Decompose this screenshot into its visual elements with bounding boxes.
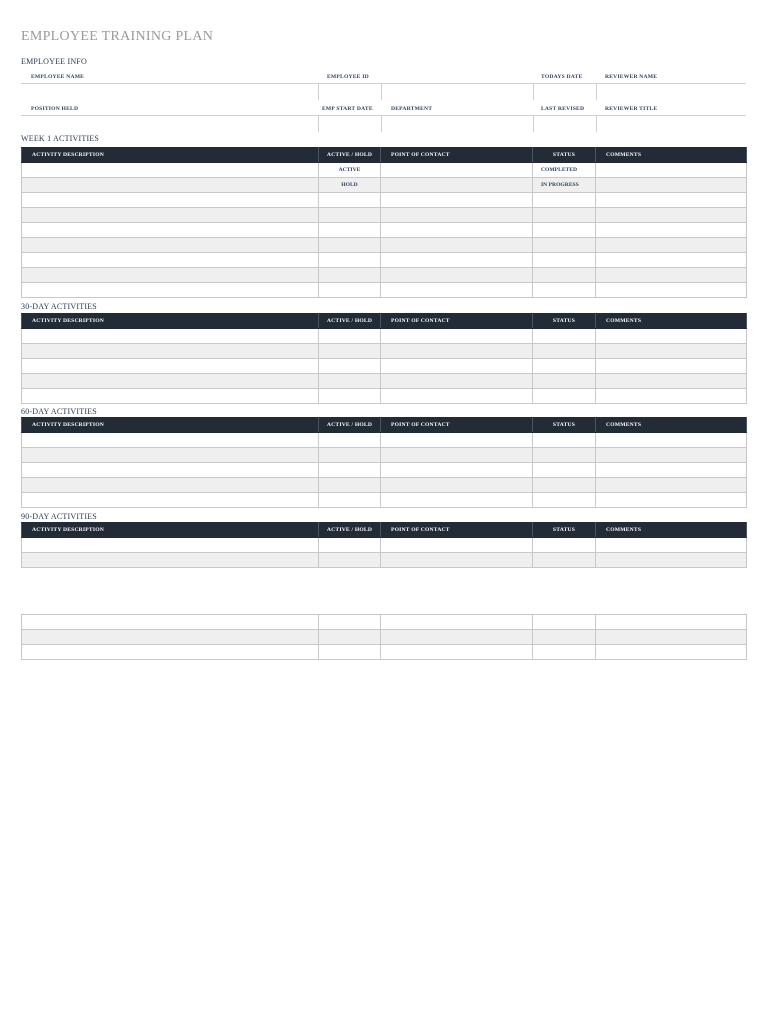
cell-comments[interactable] xyxy=(596,493,747,508)
cell-description[interactable] xyxy=(22,538,319,553)
cell-description[interactable] xyxy=(22,163,319,178)
cell-contact[interactable] xyxy=(381,359,533,374)
cell-status[interactable] xyxy=(533,553,596,568)
cell-comments[interactable] xyxy=(596,223,747,238)
cell-comments[interactable] xyxy=(596,238,747,253)
cell-comments[interactable] xyxy=(596,463,747,478)
cell-status[interactable] xyxy=(533,448,596,463)
cell-status[interactable] xyxy=(533,268,596,283)
cell-contact[interactable] xyxy=(381,268,533,283)
cell-contact[interactable] xyxy=(381,344,533,359)
cell-contact[interactable] xyxy=(381,283,533,298)
cell-comments[interactable] xyxy=(596,329,747,344)
table-header-row xyxy=(22,314,747,329)
position-held-field[interactable] xyxy=(21,115,318,132)
cell-comments[interactable] xyxy=(596,344,747,359)
table-row xyxy=(22,448,747,463)
cell-active-hold[interactable] xyxy=(319,645,381,660)
cell-status[interactable] xyxy=(533,193,596,208)
cell-contact[interactable] xyxy=(381,433,533,448)
col-header-active-hold: ACTIVE / HOLD xyxy=(319,148,381,163)
cell-comments[interactable] xyxy=(596,253,747,268)
cell-status[interactable] xyxy=(533,389,596,404)
table-row xyxy=(22,553,747,568)
cell-contact[interactable] xyxy=(381,615,533,630)
col-header-contact: POINT OF CONTACT xyxy=(381,314,533,329)
cell-active-hold[interactable] xyxy=(319,478,381,493)
cell-description[interactable] xyxy=(22,630,319,645)
cell-comments[interactable] xyxy=(596,553,747,568)
cell-contact[interactable] xyxy=(381,538,533,553)
col-header-status: STATUS xyxy=(533,314,596,329)
cell-status[interactable] xyxy=(533,208,596,223)
cell-contact[interactable] xyxy=(381,178,533,193)
cell-contact[interactable] xyxy=(381,238,533,253)
reviewer-title-label: REVIEWER TITLE xyxy=(605,106,658,112)
cell-status[interactable] xyxy=(533,478,596,493)
table-row xyxy=(22,283,747,298)
cell-status[interactable] xyxy=(533,329,596,344)
department-field[interactable] xyxy=(381,115,533,132)
reviewer-title-field[interactable] xyxy=(596,115,746,132)
col-header-contact: POINT OF CONTACT xyxy=(381,148,533,163)
cell-contact[interactable] xyxy=(381,389,533,404)
cell-active-hold[interactable] xyxy=(319,493,381,508)
cell-description[interactable] xyxy=(22,193,319,208)
cell-description[interactable] xyxy=(22,178,319,193)
cell-description[interactable] xyxy=(22,268,319,283)
cell-active-hold[interactable] xyxy=(319,448,381,463)
cell-active-hold[interactable] xyxy=(319,463,381,478)
cell-active-hold[interactable] xyxy=(319,208,381,223)
cell-contact[interactable] xyxy=(381,448,533,463)
cell-status[interactable] xyxy=(533,433,596,448)
table-row xyxy=(22,238,747,253)
table-row xyxy=(22,538,747,553)
day30-table xyxy=(21,313,747,404)
cell-active-hold[interactable] xyxy=(319,268,381,283)
cell-active-hold[interactable] xyxy=(319,538,381,553)
table-header-row xyxy=(22,418,747,433)
cell-comments[interactable] xyxy=(596,448,747,463)
table-row xyxy=(22,208,747,223)
cell-description[interactable] xyxy=(22,374,319,389)
cell-active-hold[interactable] xyxy=(319,193,381,208)
col-header-active-hold: ACTIVE / HOLD xyxy=(319,418,381,433)
cell-status[interactable] xyxy=(533,359,596,374)
col-header-description: ACTIVITY DESCRIPTION xyxy=(22,523,319,538)
cell-comments[interactable] xyxy=(596,178,747,193)
table-row xyxy=(22,615,747,630)
cell-description[interactable] xyxy=(22,553,319,568)
table-row xyxy=(22,344,747,359)
table-row xyxy=(22,374,747,389)
cell-status[interactable] xyxy=(533,253,596,268)
cell-description[interactable] xyxy=(22,645,319,660)
employee-name-field[interactable] xyxy=(21,83,318,100)
cell-status[interactable] xyxy=(533,615,596,630)
cell-active-hold[interactable] xyxy=(319,553,381,568)
day60-table xyxy=(21,417,747,508)
table-row xyxy=(22,478,747,493)
cell-active-hold[interactable] xyxy=(319,344,381,359)
cell-description[interactable] xyxy=(22,493,319,508)
col-header-status: STATUS xyxy=(533,523,596,538)
cell-contact[interactable] xyxy=(381,478,533,493)
extra-table xyxy=(21,614,747,660)
cell-comments[interactable] xyxy=(596,163,747,178)
cell-description[interactable] xyxy=(22,478,319,493)
col-header-contact: POINT OF CONTACT xyxy=(381,418,533,433)
cell-comments[interactable] xyxy=(596,630,747,645)
cell-status[interactable] xyxy=(533,238,596,253)
week1-heading: WEEK 1 ACTIVITIES xyxy=(21,134,100,143)
week1-table xyxy=(21,147,747,298)
cell-status[interactable] xyxy=(533,374,596,389)
cell-description[interactable] xyxy=(22,448,319,463)
cell-comments[interactable] xyxy=(596,538,747,553)
table-row xyxy=(22,193,747,208)
cell-contact[interactable] xyxy=(381,645,533,660)
cell-active-hold[interactable] xyxy=(319,615,381,630)
cell-active-hold[interactable] xyxy=(319,359,381,374)
table-row xyxy=(22,645,747,660)
employee-info-heading: EMPLOYEE INFO xyxy=(21,57,87,66)
cell-comments[interactable] xyxy=(596,208,747,223)
day60-heading: 60-DAY ACTIVITIES xyxy=(21,407,97,416)
cell-contact[interactable] xyxy=(381,374,533,389)
last-revised-field[interactable] xyxy=(533,115,596,132)
cell-description[interactable] xyxy=(22,238,319,253)
cell-active-hold[interactable] xyxy=(319,238,381,253)
cell-status[interactable] xyxy=(533,493,596,508)
employee-name-label: EMPLOYEE NAME xyxy=(31,74,85,80)
table-row xyxy=(22,163,747,178)
col-header-description: ACTIVITY DESCRIPTION xyxy=(22,148,319,163)
day90-table xyxy=(21,522,747,568)
table-row xyxy=(22,178,747,193)
col-header-status: STATUS xyxy=(533,148,596,163)
cell-contact[interactable] xyxy=(381,630,533,645)
last-revised-label: LAST REVISED xyxy=(541,106,585,112)
cell-status[interactable] xyxy=(533,463,596,478)
cell-description[interactable] xyxy=(22,463,319,478)
col-header-comments: COMMENTS xyxy=(596,314,747,329)
table-row xyxy=(22,223,747,238)
table-row xyxy=(22,329,747,344)
col-header-status: STATUS xyxy=(533,418,596,433)
col-header-comments: COMMENTS xyxy=(596,418,747,433)
table-row xyxy=(22,268,747,283)
employee-id-extra-field[interactable] xyxy=(381,83,533,100)
col-header-description: ACTIVITY DESCRIPTION xyxy=(22,314,319,329)
col-header-active-hold: ACTIVE / HOLD xyxy=(319,523,381,538)
cell-description[interactable] xyxy=(22,253,319,268)
table-row xyxy=(22,389,747,404)
cell-active-hold[interactable] xyxy=(319,389,381,404)
cell-comments[interactable] xyxy=(596,283,747,298)
col-header-active-hold: ACTIVE / HOLD xyxy=(319,314,381,329)
cell-comments[interactable] xyxy=(596,268,747,283)
cell-description[interactable] xyxy=(22,389,319,404)
cell-status[interactable] xyxy=(533,223,596,238)
cell-contact[interactable] xyxy=(381,553,533,568)
cell-contact[interactable] xyxy=(381,193,533,208)
position-held-label: POSITION HELD xyxy=(31,106,79,112)
table-row xyxy=(22,359,747,374)
col-header-comments: COMMENTS xyxy=(596,148,747,163)
cell-active-hold[interactable] xyxy=(319,283,381,298)
emp-start-date-label: EMP START DATE xyxy=(322,106,373,112)
cell-contact[interactable] xyxy=(381,329,533,344)
employee-id-label: EMPLOYEE ID xyxy=(327,74,369,80)
cell-status[interactable] xyxy=(533,630,596,645)
cell-comments[interactable] xyxy=(596,615,747,630)
cell-active-hold[interactable]: HOLD xyxy=(319,178,381,193)
cell-description[interactable] xyxy=(22,223,319,238)
table-row xyxy=(22,253,747,268)
cell-contact[interactable] xyxy=(381,463,533,478)
cell-description[interactable] xyxy=(22,433,319,448)
cell-description[interactable] xyxy=(22,208,319,223)
cell-description[interactable] xyxy=(22,359,319,374)
cell-comments[interactable] xyxy=(596,433,747,448)
table-row xyxy=(22,493,747,508)
cell-contact[interactable] xyxy=(381,493,533,508)
table-header-row xyxy=(22,523,747,538)
cell-status[interactable] xyxy=(533,344,596,359)
cell-description[interactable] xyxy=(22,329,319,344)
cell-active-hold[interactable] xyxy=(319,253,381,268)
cell-active-hold[interactable] xyxy=(319,374,381,389)
cell-contact[interactable] xyxy=(381,253,533,268)
cell-comments[interactable] xyxy=(596,478,747,493)
document-title: EMPLOYEE TRAINING PLAN xyxy=(21,29,214,44)
cell-status[interactable] xyxy=(533,538,596,553)
cell-contact[interactable] xyxy=(381,163,533,178)
cell-active-hold[interactable]: ACTIVE xyxy=(319,163,381,178)
col-header-contact: POINT OF CONTACT xyxy=(381,523,533,538)
cell-status[interactable] xyxy=(533,645,596,660)
cell-description[interactable] xyxy=(22,615,319,630)
cell-active-hold[interactable] xyxy=(319,329,381,344)
cell-description[interactable] xyxy=(22,344,319,359)
employee-id-field[interactable] xyxy=(318,83,381,100)
cell-contact[interactable] xyxy=(381,223,533,238)
table-header-row xyxy=(22,148,747,163)
emp-start-date-field[interactable] xyxy=(318,115,381,132)
cell-comments[interactable] xyxy=(596,359,747,374)
table-row xyxy=(22,630,747,645)
day90-heading: 90-DAY ACTIVITIES xyxy=(21,512,97,521)
cell-description[interactable] xyxy=(22,283,319,298)
department-label: DEPARTMENT xyxy=(391,106,433,112)
cell-comments[interactable] xyxy=(596,645,747,660)
todays-date-field[interactable] xyxy=(533,83,596,100)
cell-contact[interactable] xyxy=(381,208,533,223)
col-header-comments: COMMENTS xyxy=(596,523,747,538)
cell-active-hold[interactable] xyxy=(319,630,381,645)
reviewer-name-label: REVIEWER NAME xyxy=(605,74,658,80)
cell-comments[interactable] xyxy=(596,389,747,404)
cell-comments[interactable] xyxy=(596,374,747,389)
table-row xyxy=(22,433,747,448)
reviewer-name-field[interactable] xyxy=(596,83,746,100)
cell-status[interactable]: COMPLETED xyxy=(533,163,596,178)
table-row xyxy=(22,463,747,478)
col-header-description: ACTIVITY DESCRIPTION xyxy=(22,418,319,433)
cell-comments[interactable] xyxy=(596,193,747,208)
cell-status[interactable]: IN PROGRESS xyxy=(533,178,596,193)
todays-date-label: TODAYS DATE xyxy=(541,74,583,80)
cell-active-hold[interactable] xyxy=(319,223,381,238)
cell-active-hold[interactable] xyxy=(319,433,381,448)
day30-heading: 30-DAY ACTIVITIES xyxy=(21,302,97,311)
cell-status[interactable] xyxy=(533,283,596,298)
